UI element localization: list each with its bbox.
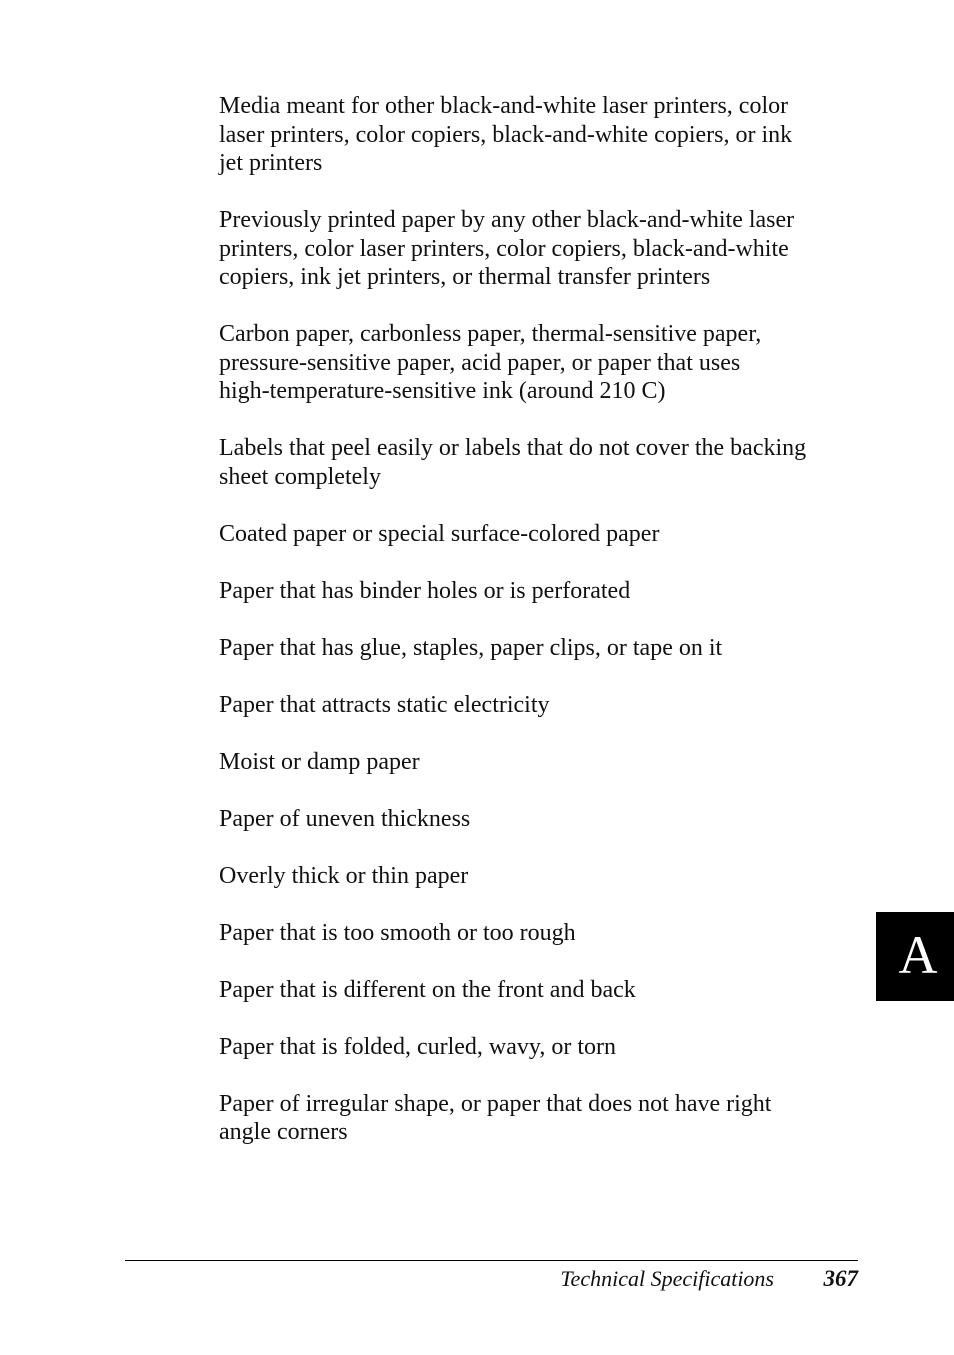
list-item: Paper that attracts static electricity <box>219 691 550 718</box>
list-item: Previously printed paper by any other black-and-white laser printers, color laser printers, color copiers, black-and-white copiers, ink jet printers, or thermal transfer printers <box>219 207 795 290</box>
list-item: Moist or damp paper <box>219 748 420 775</box>
paper-restrictions-list <box>219 92 864 1175</box>
list-item: Paper that is too smooth or too rough <box>219 919 576 946</box>
footer-page-number: 367 <box>823 1266 858 1291</box>
appendix-tab <box>876 912 954 1001</box>
list-item: Media meant for other black-and-white laser printers, color laser printers, color copiers, black-and-white copiers, or ink jet printers <box>219 93 793 176</box>
list-item: Paper that is folded, curled, wavy, or torn <box>219 1033 616 1060</box>
list-item: Paper of irregular shape, or paper that does not have right angle corners <box>219 1090 772 1145</box>
list-item: Overly thick or thin paper <box>219 862 469 889</box>
list-item: Labels that peel easily or labels that do not cover the backing sheet completely <box>219 435 807 490</box>
list-item: Paper that has glue, staples, paper clips, or tape on it <box>219 634 723 661</box>
list-item: Paper of uneven thickness <box>219 805 471 832</box>
list-item: Paper that has binder holes or is perforated <box>219 577 631 604</box>
footer-divider <box>125 1260 858 1261</box>
list-item: Carbon paper, carbonless paper, thermal-sensitive paper, pressure-sensitive paper, acid paper, or paper that uses high-temperature-sensitive ink (around 210 C) <box>219 321 762 404</box>
list-item: Coated paper or special surface-colored paper <box>219 520 660 547</box>
list-item: Paper that is different on the front and back <box>219 976 636 1003</box>
appendix-tab-letter: A <box>898 924 938 985</box>
footer-section-title: Technical Specifications <box>560 1266 774 1291</box>
